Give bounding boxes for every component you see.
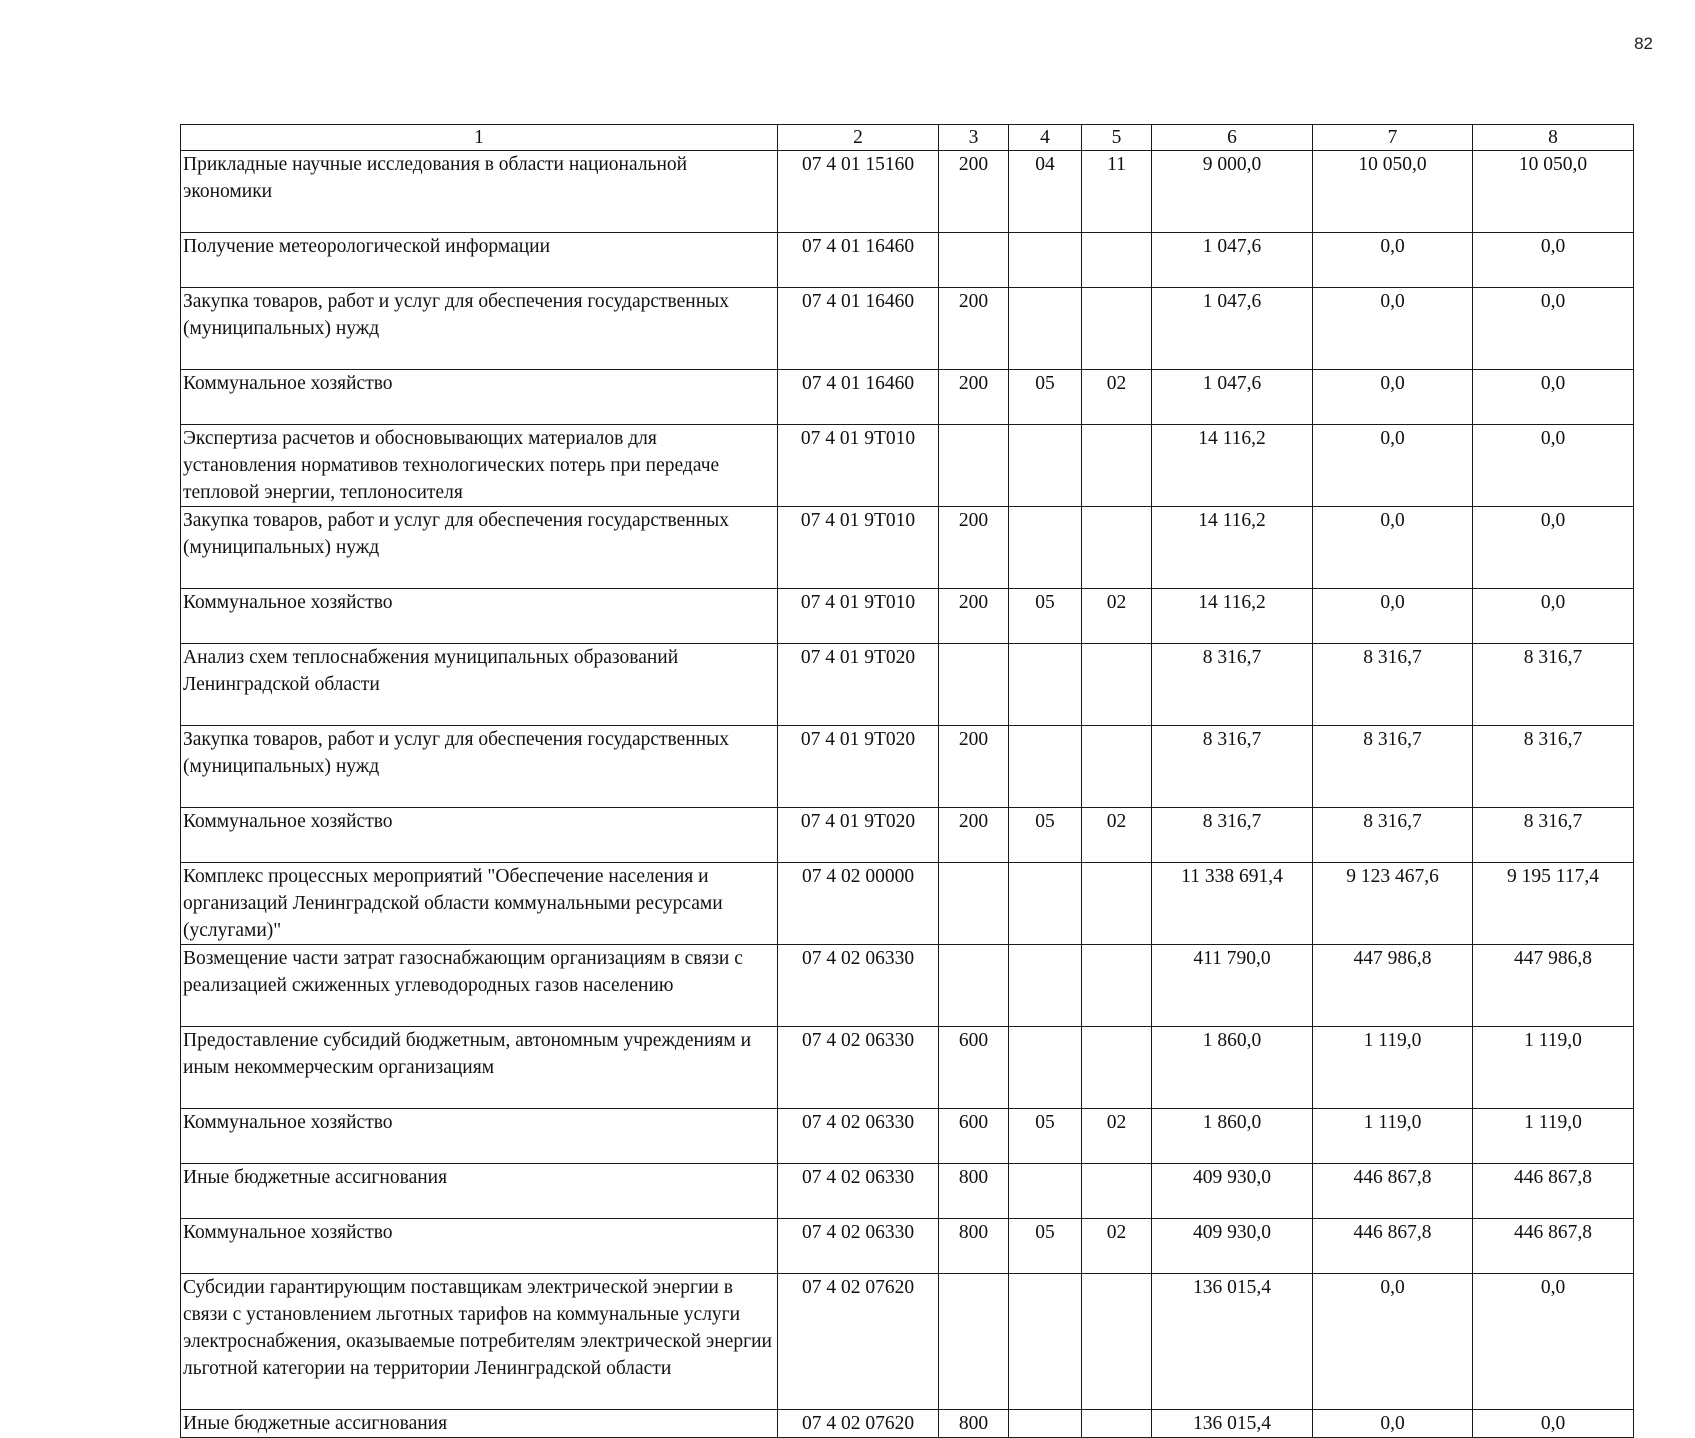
row-amount-2: 0,0: [1313, 288, 1473, 370]
row-amount-3: 446 867,8: [1473, 1164, 1634, 1219]
table-row: [181, 808, 1634, 863]
row-section: 04: [1009, 151, 1082, 233]
row-subsection: [1082, 1164, 1152, 1219]
row-amount-1: 1 047,6: [1152, 370, 1313, 425]
row-subsection: [1082, 288, 1152, 370]
row-amount-1: 8 316,7: [1152, 726, 1313, 808]
row-target-code: 07 4 02 07620: [778, 1274, 939, 1410]
row-expense-type: 200: [939, 589, 1009, 644]
table-row: [181, 1410, 1634, 1438]
table-row: [181, 507, 1634, 589]
row-subsection: [1082, 1274, 1152, 1410]
page-number: 82: [1634, 34, 1653, 53]
row-amount-1: 1 047,6: [1152, 288, 1313, 370]
row-amount-1: 1 047,6: [1152, 233, 1313, 288]
row-amount-3: 446 867,8: [1473, 1219, 1634, 1274]
row-section: 05: [1009, 589, 1082, 644]
row-expense-type: 200: [939, 726, 1009, 808]
row-amount-3: 0,0: [1473, 1274, 1634, 1410]
row-name: Закупка товаров, работ и услуг для обеспечения государственных (муниципальных) нужд: [181, 288, 778, 370]
row-amount-1: 136 015,4: [1152, 1410, 1313, 1438]
row-amount-1: 14 116,2: [1152, 425, 1313, 507]
column-header: 8: [1473, 125, 1634, 151]
row-name: Комплекс процессных мероприятий "Обеспечение населения и организаций Ленинградской области коммунальными ресурсами (услугами)": [181, 863, 778, 945]
row-subsection: 02: [1082, 370, 1152, 425]
row-amount-1: 14 116,2: [1152, 589, 1313, 644]
column-header: 5: [1082, 125, 1152, 151]
row-amount-2: 9 123 467,6: [1313, 863, 1473, 945]
row-amount-2: 8 316,7: [1313, 644, 1473, 726]
row-amount-2: 8 316,7: [1313, 726, 1473, 808]
row-amount-3: 8 316,7: [1473, 808, 1634, 863]
row-section: [1009, 288, 1082, 370]
row-target-code: 07 4 01 9Т020: [778, 726, 939, 808]
table-row: [181, 945, 1634, 1027]
row-section: [1009, 863, 1082, 945]
row-target-code: 07 4 02 06330: [778, 1219, 939, 1274]
row-subsection: [1082, 507, 1152, 589]
column-header: 1: [181, 125, 778, 151]
column-header: 2: [778, 125, 939, 151]
row-amount-3: 9 195 117,4: [1473, 863, 1634, 945]
row-target-code: 07 4 02 06330: [778, 1164, 939, 1219]
row-amount-2: 1 119,0: [1313, 1109, 1473, 1164]
column-header: 3: [939, 125, 1009, 151]
row-target-code: 07 4 02 06330: [778, 1109, 939, 1164]
row-target-code: 07 4 01 16460: [778, 233, 939, 288]
row-target-code: 07 4 02 00000: [778, 863, 939, 945]
row-target-code: 07 4 02 07620: [778, 1410, 939, 1438]
row-name: Коммунальное хозяйство: [181, 1109, 778, 1164]
table-row: [181, 726, 1634, 808]
row-section: [1009, 1164, 1082, 1219]
row-section: [1009, 233, 1082, 288]
row-expense-type: 200: [939, 370, 1009, 425]
row-name: Прикладные научные исследования в области национальной экономики: [181, 151, 778, 233]
row-target-code: 07 4 01 9Т010: [778, 589, 939, 644]
row-section: [1009, 726, 1082, 808]
row-subsection: [1082, 425, 1152, 507]
row-subsection: [1082, 644, 1152, 726]
row-name: Коммунальное хозяйство: [181, 1219, 778, 1274]
row-expense-type: 600: [939, 1109, 1009, 1164]
row-name: Коммунальное хозяйство: [181, 808, 778, 863]
table-row: [181, 1219, 1634, 1274]
row-amount-3: 1 119,0: [1473, 1027, 1634, 1109]
table-row: [181, 1109, 1634, 1164]
table-row: [181, 151, 1634, 233]
row-name: Иные бюджетные ассигнования: [181, 1410, 778, 1438]
row-section: 05: [1009, 1109, 1082, 1164]
row-subsection: [1082, 726, 1152, 808]
table-row: [181, 1027, 1634, 1109]
row-expense-type: [939, 644, 1009, 726]
row-amount-1: 411 790,0: [1152, 945, 1313, 1027]
row-name: Экспертиза расчетов и обосновывающих материалов для установления нормативов технологических потерь при передаче тепловой энергии, теплоносителя: [181, 425, 778, 507]
row-section: 05: [1009, 808, 1082, 863]
row-amount-1: 8 316,7: [1152, 644, 1313, 726]
row-expense-type: 200: [939, 151, 1009, 233]
row-name: Получение метеорологической информации: [181, 233, 778, 288]
row-subsection: 02: [1082, 589, 1152, 644]
row-section: 05: [1009, 1219, 1082, 1274]
row-subsection: [1082, 1410, 1152, 1438]
row-section: [1009, 644, 1082, 726]
row-amount-1: 9 000,0: [1152, 151, 1313, 233]
row-expense-type: [939, 863, 1009, 945]
row-amount-1: 409 930,0: [1152, 1164, 1313, 1219]
row-name: Иные бюджетные ассигнования: [181, 1164, 778, 1219]
row-expense-type: 200: [939, 808, 1009, 863]
row-amount-2: 10 050,0: [1313, 151, 1473, 233]
row-expense-type: 800: [939, 1164, 1009, 1219]
row-expense-type: 600: [939, 1027, 1009, 1109]
row-amount-3: 447 986,8: [1473, 945, 1634, 1027]
row-amount-1: 14 116,2: [1152, 507, 1313, 589]
row-amount-3: 10 050,0: [1473, 151, 1634, 233]
row-amount-3: 0,0: [1473, 370, 1634, 425]
row-amount-1: 409 930,0: [1152, 1219, 1313, 1274]
table-row: [181, 589, 1634, 644]
row-target-code: 07 4 01 9Т020: [778, 644, 939, 726]
row-amount-2: 0,0: [1313, 425, 1473, 507]
row-name: Анализ схем теплоснабжения муниципальных образований Ленинградской области: [181, 644, 778, 726]
row-expense-type: 200: [939, 507, 1009, 589]
row-name: Коммунальное хозяйство: [181, 370, 778, 425]
row-amount-3: 8 316,7: [1473, 726, 1634, 808]
row-target-code: 07 4 01 16460: [778, 370, 939, 425]
row-name: Возмещение части затрат газоснабжающим организациям в связи с реализацией сжиженных углеводородных газов населению: [181, 945, 778, 1027]
row-subsection: 11: [1082, 151, 1152, 233]
row-subsection: 02: [1082, 808, 1152, 863]
row-amount-2: 447 986,8: [1313, 945, 1473, 1027]
row-section: [1009, 1027, 1082, 1109]
row-name: Субсидии гарантирующим поставщикам электрической энергии в связи с установлением льготных тарифов на коммунальные услуги электроснабжения, оказываемые потребителям электрической энергии льготной категории на территории Ленинградской области: [181, 1274, 778, 1410]
row-expense-type: 800: [939, 1219, 1009, 1274]
row-subsection: 02: [1082, 1109, 1152, 1164]
row-amount-2: 0,0: [1313, 233, 1473, 288]
row-name: Закупка товаров, работ и услуг для обеспечения государственных (муниципальных) нужд: [181, 726, 778, 808]
row-expense-type: [939, 1274, 1009, 1410]
row-subsection: [1082, 863, 1152, 945]
row-subsection: 02: [1082, 1219, 1152, 1274]
row-target-code: 07 4 02 06330: [778, 1027, 939, 1109]
row-target-code: 07 4 01 9Т020: [778, 808, 939, 863]
table-row: [181, 425, 1634, 507]
row-amount-2: 0,0: [1313, 1410, 1473, 1438]
row-amount-2: 0,0: [1313, 370, 1473, 425]
row-section: [1009, 507, 1082, 589]
row-expense-type: 200: [939, 288, 1009, 370]
budget-table: [180, 124, 1634, 1438]
row-target-code: 07 4 01 16460: [778, 288, 939, 370]
row-amount-3: 8 316,7: [1473, 644, 1634, 726]
row-section: [1009, 945, 1082, 1027]
row-amount-2: 446 867,8: [1313, 1219, 1473, 1274]
row-target-code: 07 4 01 15160: [778, 151, 939, 233]
row-expense-type: [939, 233, 1009, 288]
row-name: Предоставление субсидий бюджетным, автономным учреждениям и иным некоммерческим организациям: [181, 1027, 778, 1109]
row-amount-3: 1 119,0: [1473, 1109, 1634, 1164]
row-subsection: [1082, 945, 1152, 1027]
row-amount-2: 446 867,8: [1313, 1164, 1473, 1219]
column-header: 6: [1152, 125, 1313, 151]
row-expense-type: [939, 945, 1009, 1027]
row-amount-1: 136 015,4: [1152, 1274, 1313, 1410]
row-section: [1009, 1410, 1082, 1438]
row-amount-2: 8 316,7: [1313, 808, 1473, 863]
row-target-code: 07 4 02 06330: [778, 945, 939, 1027]
row-amount-2: 0,0: [1313, 507, 1473, 589]
table-row: [181, 644, 1634, 726]
row-section: 05: [1009, 370, 1082, 425]
table-header-row: [181, 125, 1634, 151]
row-amount-1: 1 860,0: [1152, 1109, 1313, 1164]
row-expense-type: [939, 425, 1009, 507]
row-amount-2: 0,0: [1313, 589, 1473, 644]
row-target-code: 07 4 01 9Т010: [778, 507, 939, 589]
row-amount-3: 0,0: [1473, 589, 1634, 644]
table-row: [181, 863, 1634, 945]
row-target-code: 07 4 01 9Т010: [778, 425, 939, 507]
table-row: [181, 1274, 1634, 1410]
row-amount-3: 0,0: [1473, 1410, 1634, 1438]
row-amount-2: 1 119,0: [1313, 1027, 1473, 1109]
row-amount-3: 0,0: [1473, 425, 1634, 507]
row-amount-1: 8 316,7: [1152, 808, 1313, 863]
row-subsection: [1082, 1027, 1152, 1109]
table-row: [181, 288, 1634, 370]
table-row: [181, 370, 1634, 425]
column-header: 4: [1009, 125, 1082, 151]
table-row: [181, 1164, 1634, 1219]
row-expense-type: 800: [939, 1410, 1009, 1438]
row-section: [1009, 425, 1082, 507]
row-amount-2: 0,0: [1313, 1274, 1473, 1410]
row-name: Коммунальное хозяйство: [181, 589, 778, 644]
row-section: [1009, 1274, 1082, 1410]
row-amount-1: 11 338 691,4: [1152, 863, 1313, 945]
row-subsection: [1082, 233, 1152, 288]
row-amount-3: 0,0: [1473, 507, 1634, 589]
table-row: [181, 233, 1634, 288]
row-amount-3: 0,0: [1473, 288, 1634, 370]
column-header: 7: [1313, 125, 1473, 151]
row-amount-3: 0,0: [1473, 233, 1634, 288]
row-name: Закупка товаров, работ и услуг для обеспечения государственных (муниципальных) нужд: [181, 507, 778, 589]
row-amount-1: 1 860,0: [1152, 1027, 1313, 1109]
